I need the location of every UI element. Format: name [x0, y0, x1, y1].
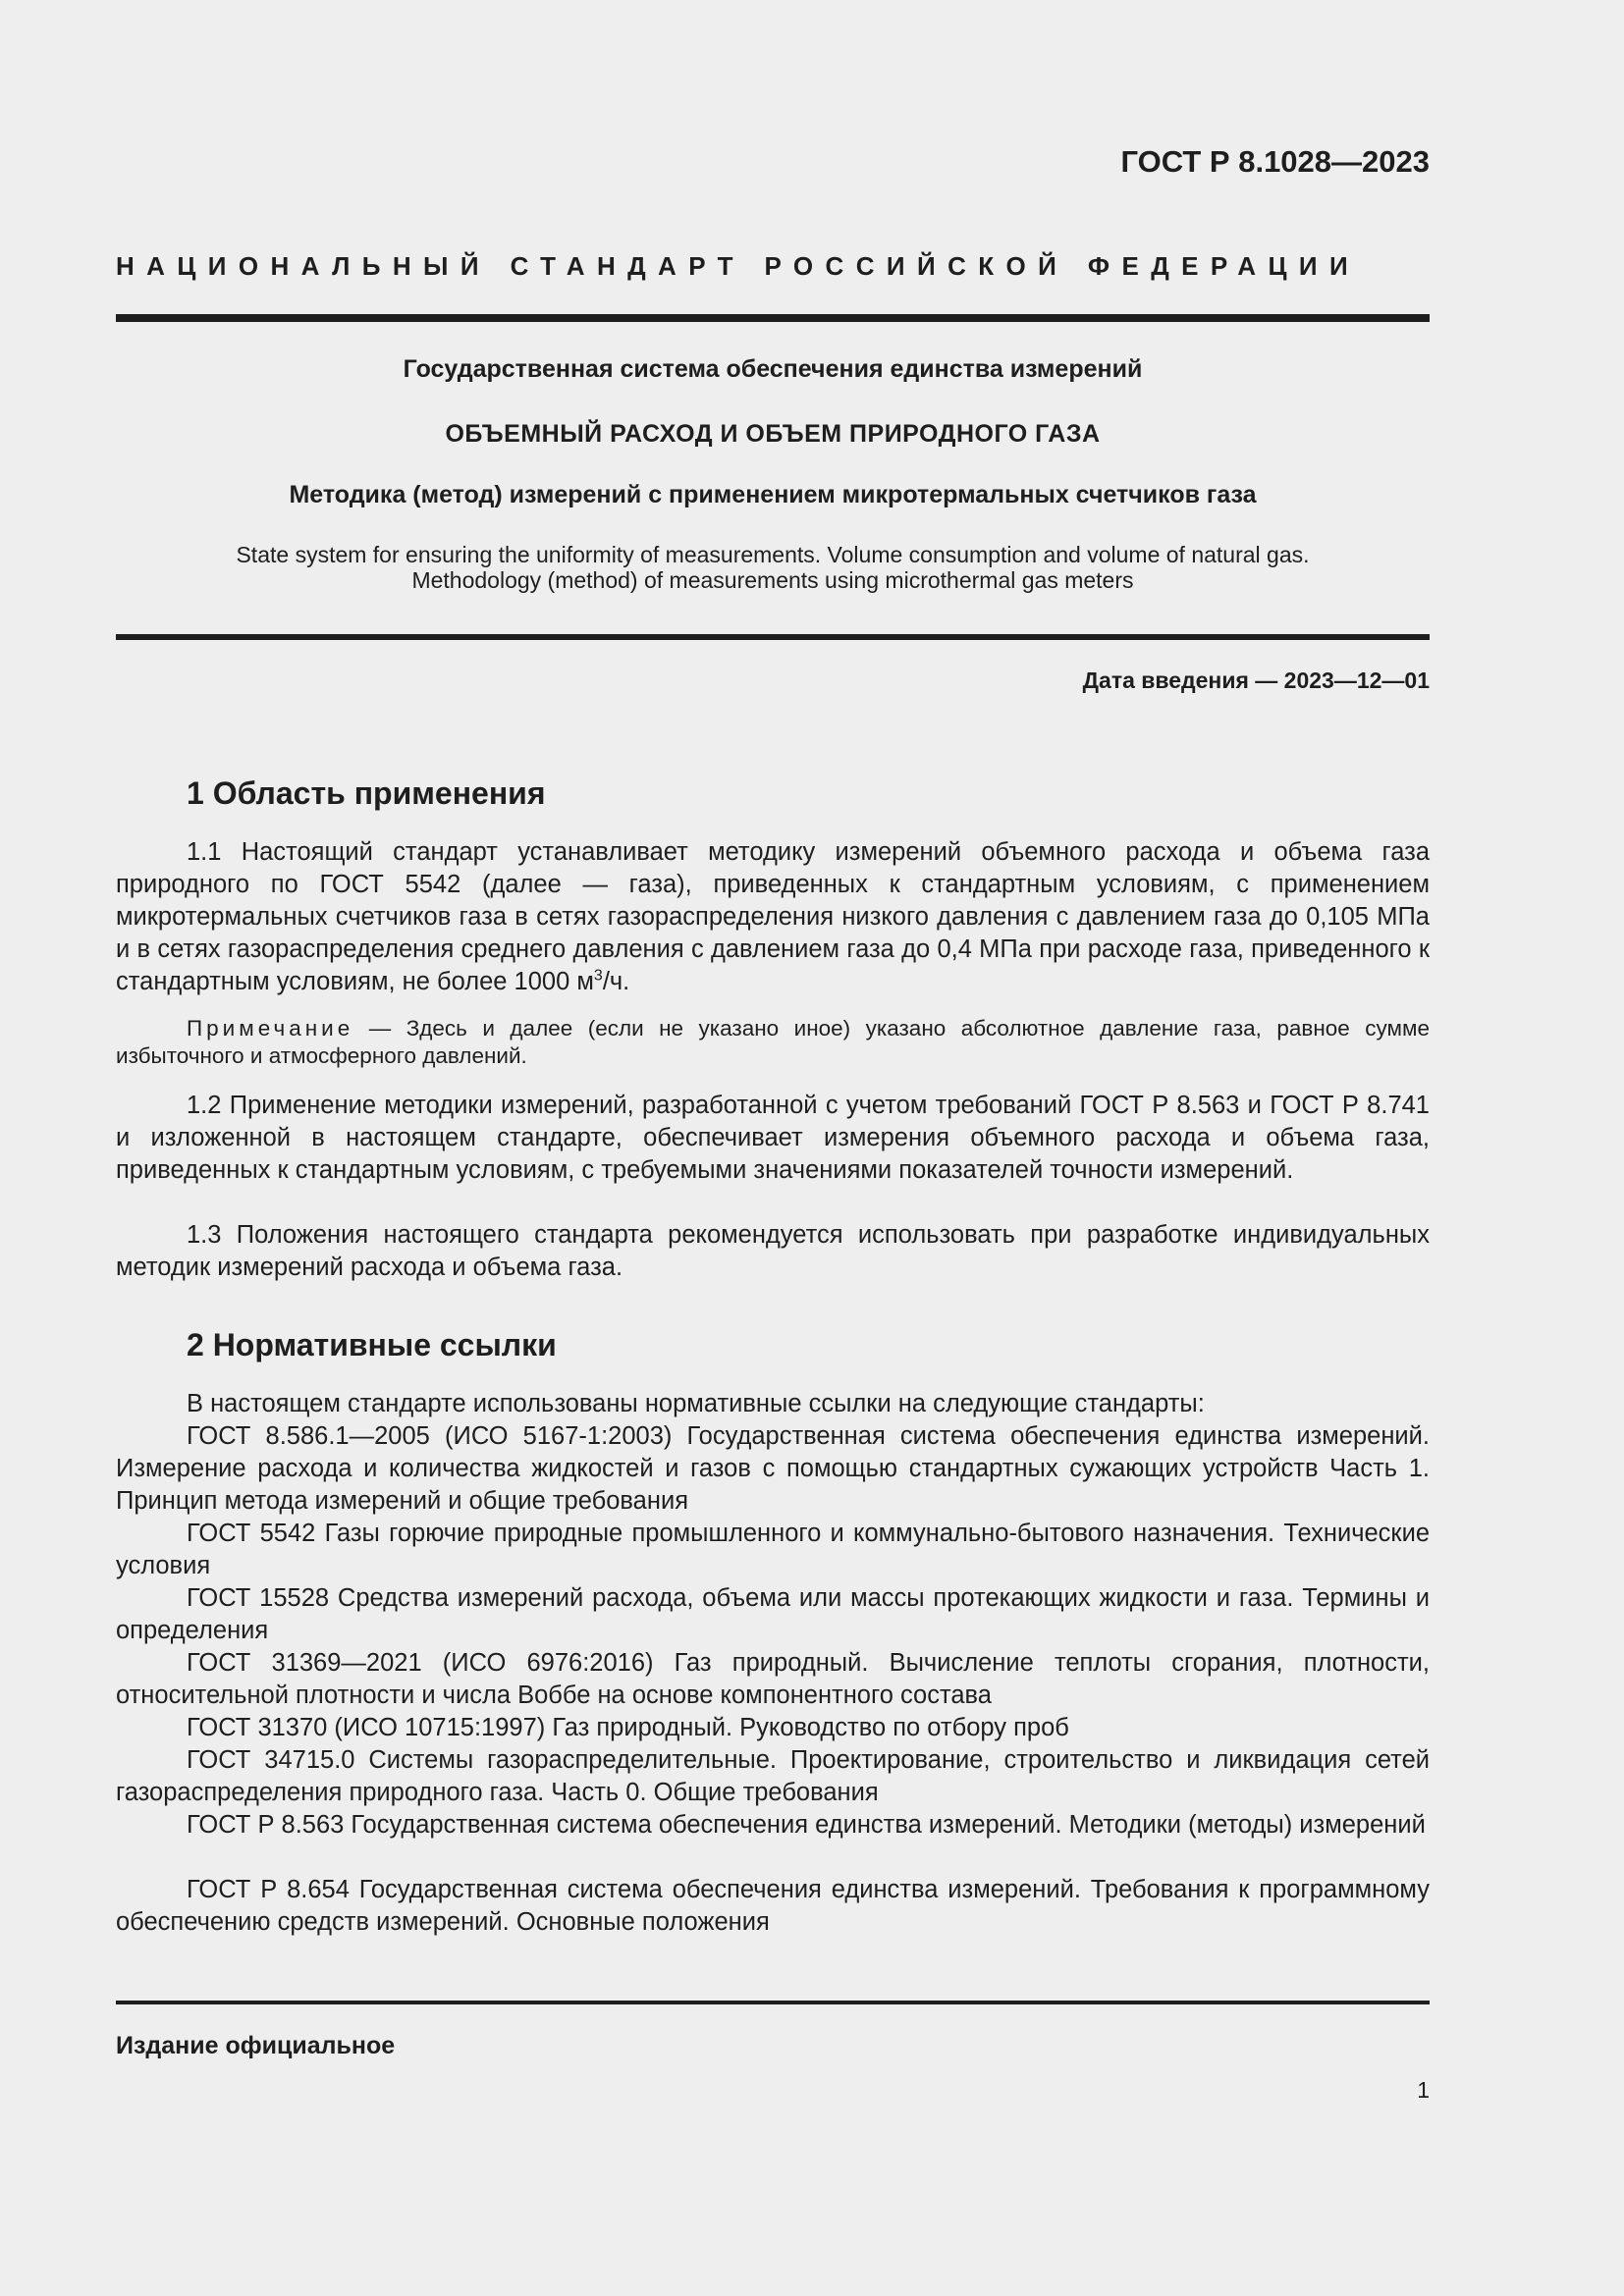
section-1-heading: 1 Область применения	[187, 775, 546, 811]
page-number: 1	[1417, 2077, 1430, 2103]
note-label: Примечание	[187, 1016, 354, 1041]
title-method: Методика (метод) измерений с применением микротермальных счетчиков газа	[289, 481, 1257, 508]
reference-item: ГОСТ 5542 Газы горючие природные промышленного и коммунально-бытового назначения. Технические условия	[116, 1520, 1430, 1579]
english-title-line-1: State system for ensuring the uniformity of measurements. Volume consumption and volume of natural gas.	[236, 542, 1310, 567]
introduction-date: Дата введения — 2023—12—01	[1082, 667, 1430, 693]
official-edition-label: Издание официальное	[116, 2032, 396, 2059]
superscript-cubic: 3	[593, 967, 603, 985]
section-2-heading: 2 Нормативные ссылки	[187, 1327, 557, 1362]
note	[116, 1015, 1430, 1070]
reference-item: ГОСТ 31369—2021 (ИСО 6976:2016) Газ природный. Вычисление теплоты сгорания, плотности, относительной плотности и числа Воббе на основе компонентного состава	[116, 1649, 1430, 1709]
reference-item: ГОСТ 31370 (ИСО 10715:1997) Газ природный. Руководство по отбору проб	[187, 1714, 1069, 1741]
reference-item: ГОСТ Р 8.654 Государственная система обеспечения единства измерений. Требования к программному обеспечению средств измерений. Основные положения	[116, 1876, 1430, 1936]
reference-item: ГОСТ Р 8.563 Государственная система обеспечения единства измерений. Методики (методы) измерений	[187, 1811, 1426, 1839]
national-standard-banner: НАЦИОНАЛЬНЫЙ СТАНДАРТ РОССИЙСКОЙ ФЕДЕРАЦИИ	[116, 251, 1361, 281]
reference-item: ГОСТ 34715.0 Системы газораспределительные. Проектирование, строительство и ликвидация сетей газораспределения природного газа. Часть 0. Общие требования	[116, 1746, 1430, 1806]
note-text: — Здесь и далее (если не указано иное) указано абсолютное давление газа, равное сумме избыточного и атмосферного давлений.	[116, 1016, 1430, 1068]
english-title	[116, 542, 1430, 593]
reference-item: ГОСТ 15528 Средства измерений расхода, объема или массы протекающих жидкости и газа. Термины и определения	[116, 1584, 1430, 1644]
top-divider	[116, 314, 1430, 322]
paragraph-1-3: 1.3 Положения настоящего стандарта рекомендуется использовать при разработке индивидуальных методик измерений расхода и объема газа.	[116, 1221, 1430, 1281]
document-number: ГОСТ Р 8.1028—2023	[1120, 144, 1430, 179]
english-title-line-2: Methodology (method) of measurements using microthermal gas meters	[411, 567, 1134, 593]
paragraph-1-2: 1.2 Применение методики измерений, разработанной с учетом требований ГОСТ Р 8.563 и ГОСТ Р 8.741 и изложенной в настоящем стандарте, обеспечивает измерения объемного расхода и объема газа, приведенных к стандартным условиям, с требуемыми значениями показателей точности измерений.	[116, 1092, 1430, 1184]
paragraph-1-1-unit: /ч.	[602, 968, 630, 995]
paragraph-1-1-text: 1.1 Настоящий стандарт устанавливает методику измерений объемного расхода и объема газа природного по ГОСТ 5542 (далее — газа), приведенных к стандартным условиям, с применением микротермальных счетчиков газа в сетях газораспределения низкого давления с давлением газа до 0,105 МПа и в сетях газораспределения среднего давления с давлением газа до 0,4 МПа при расходе газа, приведенного к стандартным условиям, не более 1000 м	[116, 838, 1430, 995]
document-page	[116, 0, 1430, 2296]
title-main: ОБЪЕМНЫЙ РАСХОД И ОБЪЕМ ПРИРОДНОГО ГАЗА	[445, 420, 1101, 448]
footer-divider	[116, 2001, 1430, 2004]
references-intro: В настоящем стандарте использованы нормативные ссылки на следующие стандарты:	[187, 1390, 1205, 1417]
reference-item: ГОСТ 8.586.1—2005 (ИСО 5167-1:2003) Государственная система обеспечения единства измерений. Измерение расхода и количества жидкостей и газов с помощью стандартных сужающих устройств Часть 1. Принцип метода измерений и общие требования	[116, 1422, 1430, 1515]
paragraph-1-1	[116, 836, 1430, 998]
title-system: Государственная система обеспечения единства измерений	[403, 355, 1143, 383]
title-divider	[116, 634, 1430, 640]
